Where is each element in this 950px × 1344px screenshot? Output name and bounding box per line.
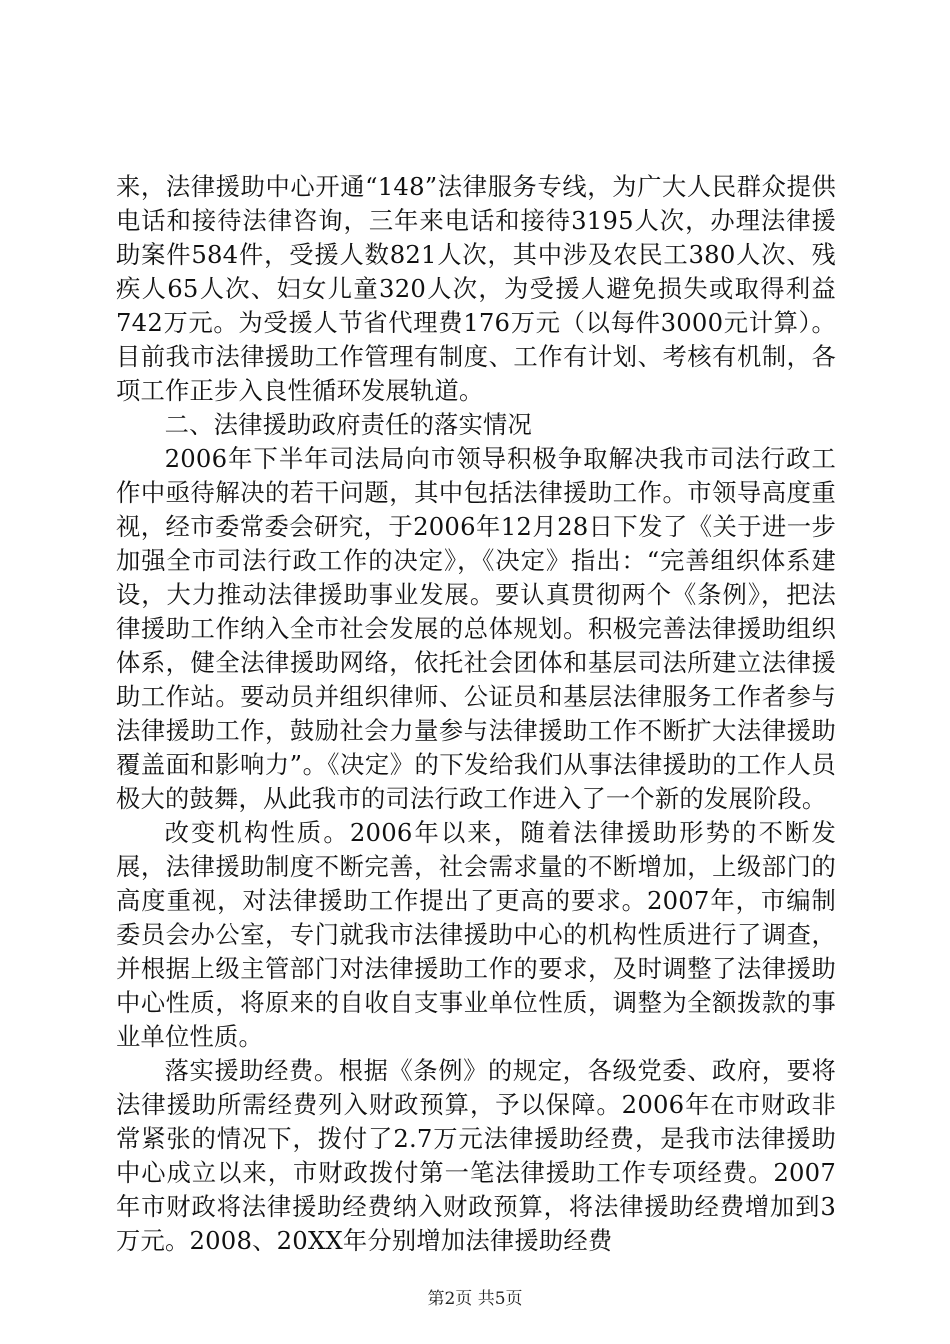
paragraph-funding: 落实援助经费。根据《条例》的规定，各级党委、政府，要将法律援助所需经费列入财政预算，予以保障。2006年在市财政非常紧张的情况下，拨付了2.7万元法律援助经费，是我市法律援助中心成立以来，市财政拨付第一笔法律援助工作专项经费。2007年市财政将法律援助经费纳入财政预算，将法律援助经费增加到3万元。2008、20XX年分别增加法律援助经费	[116, 1056, 836, 1255]
paragraph-decision: 2006年下半年司法局向市领导积极争取解决我市司法行政工作中亟待解决的若干问题，其中包括法律援助工作。市领导高度重视，经市委常委会研究，于2006年12月28日下发了《关于进一步加强全市司法行政工作的决定》，《决定》指出：“完善组织体系建设，大力推动法律援助事业发展。要认真贯彻两个《条例》，把法律援助工作纳入全市社会发展的总体规划。积极完善法律援助组织体系，健全法律援助网络，依托社会团体和基层司法所建立法律援助工作站。要动员并组织律师、公证员和基层法律服务工作者参与法律援助工作，鼓励社会力量参与法律援助工作不断扩大法律援助覆盖面和影响力”。《决定》的下发给我们从事法律援助的工作人员极大的鼓舞，从此我市的司法行政工作进入了一个新的发展阶段。	[116, 444, 836, 813]
paragraph-continuation: 来，法律援助中心开通“148”法律服务专线，为广大人民群众提供电话和接待法律咨询，三年来电话和接待3195人次，办理法律援助案件584件，受援人数821人次，其中涉及农民工380人次、残疾人65人次、妇女儿童320人次，为受援人避免损失或取得利益742万元。为受援人节省代理费176万元（以每件3000元计算）。目前我市法律援助工作管理有制度、工作有计划、考核有机制，各项工作正步入良性循环发展轨道。	[116, 172, 836, 405]
paragraph-institution-change: 改变机构性质。2006年以来，随着法律援助形势的不断发展，法律援助制度不断完善，社会需求量的不断增加，上级部门的高度重视，对法律援助工作提出了更高的要求。2007年，市编制委员会办公室，专门就我市法律援助中心的机构性质进行了调查，并根据上级主管部门对法律援助工作的要求，及时调整了法律援助中心性质，将原来的自收自支事业单位性质，调整为全额拨款的事业单位性质。	[116, 818, 836, 1051]
body-text	[116, 170, 836, 1258]
section-heading: 二、法律援助政府责任的落实情况	[164, 410, 533, 439]
page-footer: 第2页 共5页	[427, 1289, 523, 1309]
